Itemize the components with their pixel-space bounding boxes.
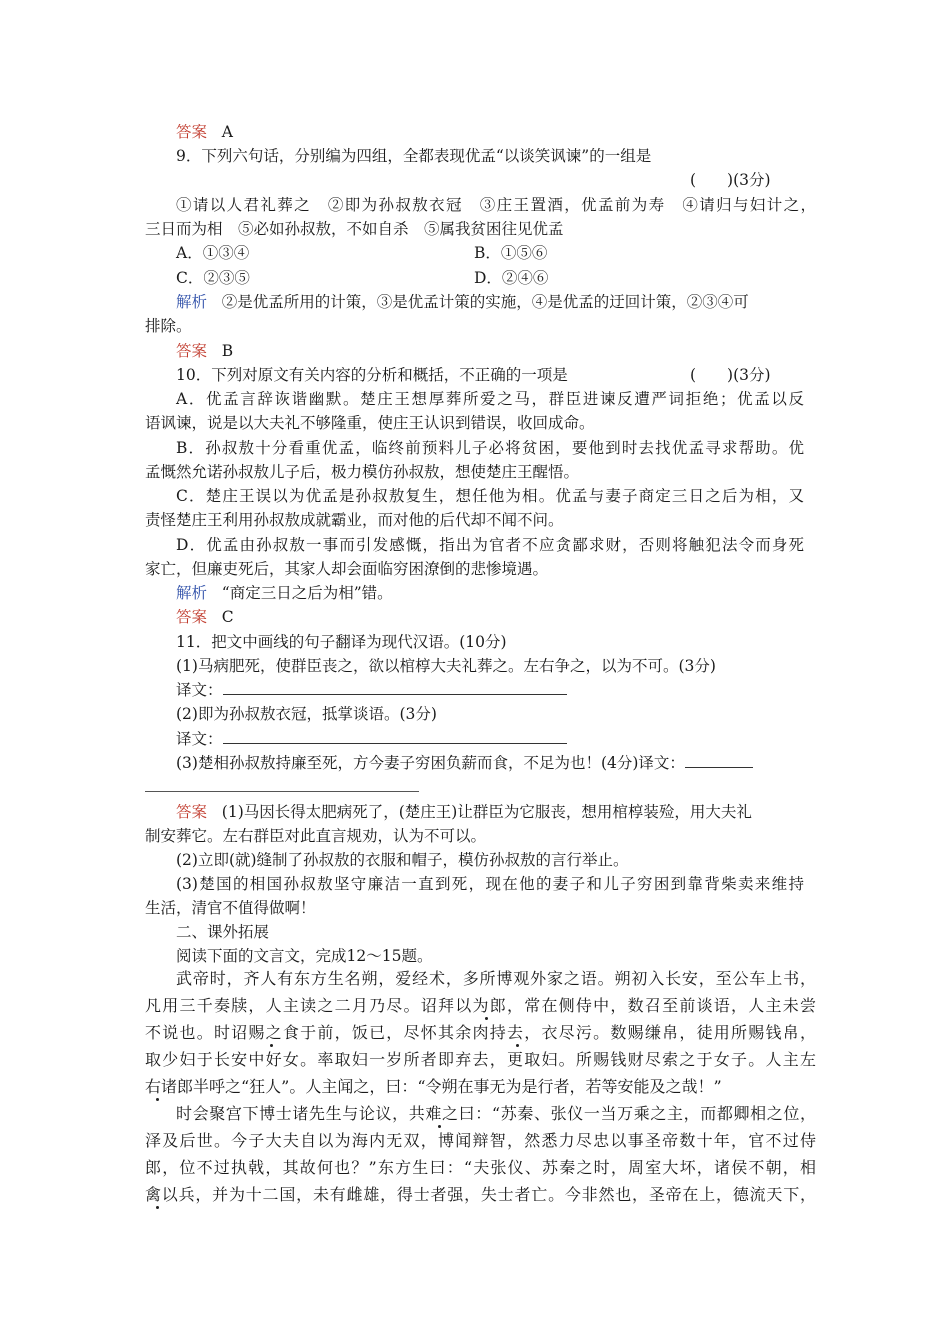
q11-answer-3-line1: (3)楚国的相国孙叔敖坚守廉洁一直到死，现在他的妻子和儿子穷困到靠背柴卖来维持 — [176, 875, 804, 893]
q10-analysis — [176, 583, 393, 603]
translation-label: 译文： — [176, 681, 223, 699]
emphasis-dot — [270, 1044, 273, 1047]
answer-1-line1: (1)马因长得太肥病死了，(楚庄王)让群臣为它服丧，想用棺椁装殓，用大夫礼 — [221, 803, 752, 821]
answer-label: 答案 — [176, 123, 208, 141]
q11-translation-1 — [176, 680, 567, 700]
q11-answer-3-line2: 生活，清官不值得做啊！ — [145, 899, 316, 917]
analysis-label: 解析 — [176, 293, 208, 311]
answer-label: 答案 — [176, 608, 208, 626]
translation-label: 译文： — [176, 730, 223, 748]
q10-stem: 10．下列对原文有关内容的分析和概括，不正确的一项是 — [176, 366, 568, 384]
passage-p1-line1: 武帝时，齐人有东方生名朔，爱经术，多所博观外家之语。朔初入长安，至公车上书， — [176, 969, 816, 988]
passage-p2-line1: 时会聚宫下博士诸先生与论议，共难之曰：“苏秦、张仪一当万乘之主，而都卿相之位， — [176, 1104, 816, 1123]
passage-p1-line3: 不说也。时诏赐之食于前，饭已，尽怀其余肉持去，衣尽污。数赐缣帛，徒用所赐钱帛， — [145, 1023, 816, 1042]
q11-translation-2 — [176, 729, 567, 749]
emphasis-dot — [485, 1017, 488, 1020]
q9-analysis — [176, 292, 749, 312]
translation-3-blank-cont[interactable] — [145, 791, 419, 792]
answer-label: 答案 — [176, 803, 208, 821]
answer-value: C — [221, 608, 234, 626]
passage-p2-line4: 禽以兵，并为十二国，未有雌雄，得士者强，失士者亡。今非然也，圣帝在上，德流天下， — [145, 1185, 816, 1204]
q10-option-d-line1: D．优孟由孙叔敖一事而引发感慨，指出为官者不应贪鄙求财，否则将触犯法令而身死 — [176, 536, 804, 554]
q10-option-c-line1: C．楚庄王误以为优孟是孙叔敖复生，想任他为相。优孟与妻子商定三日之后为相，又 — [176, 487, 804, 505]
q9-option-b: B．①⑤⑥ — [474, 244, 548, 262]
q9-items-line1: ①请以人君礼葬之 ②即为孙叔敖衣冠 ③庄王置酒，优孟前为寿 ④请归与妇计之， — [176, 196, 816, 214]
emphasis-dot — [438, 1125, 441, 1128]
passage-p1-line2: 凡用三千奏牍，人主读之二月乃尽。诏拜以为郎，常在侧侍中，数召至前谈语，人主未尝 — [145, 996, 816, 1015]
analysis-text: ②是优孟所用的计策，③是优孟计策的实施，④是优孟的迂回计策，②③④可 — [221, 293, 749, 311]
passage-p1-line4: 取少妇于长安中好女。率取妇一岁所者即弃去，更取妇。所赐钱财尽索之于女子。人主左 — [145, 1050, 816, 1069]
translation-1-blank[interactable] — [223, 680, 567, 695]
q11-answer-2: (2)立即(就)缝制了孙叔敖的衣服和帽子，模仿孙叔敖的言行举止。 — [176, 851, 629, 869]
q9-option-d: D．②④⑥ — [474, 269, 549, 287]
q9-items-line2: 三日而为相 ⑤必如孙叔敖，不如自杀 ⑤属我贫困往见优孟 — [145, 220, 564, 238]
q11-sentence-2: (2)即为孙叔敖衣冠，抵掌谈语。(3分) — [176, 705, 437, 723]
q10-option-a-line1: A．优孟言辞诙谐幽默。楚庄王想厚葬所爱之马，群臣进谏反遭严词拒绝；优孟以反 — [176, 390, 804, 408]
translation-2-blank[interactable] — [223, 729, 567, 744]
passage-p2-line2: 泽及后世。今子大夫自以为海内无双，博闻辩智，然悉力尽忠以事圣帝数十年，官不过侍 — [145, 1131, 816, 1150]
answer-value: B — [221, 342, 234, 360]
emphasis-dot — [516, 1044, 519, 1047]
q9-stem: 9．下列六句话，分别编为四组，全都表现优孟“以谈笑讽谏”的一组是 — [176, 147, 652, 165]
answer-value: A — [221, 123, 233, 141]
q11-sentence-3 — [176, 753, 753, 773]
q9-option-a: A．①③④ — [176, 244, 250, 262]
q11-sentence-1: (1)马病肥死，使群臣丧之，欲以棺椁大夫礼葬之。左右争之，以为不可。(3分) — [176, 657, 716, 675]
q9-analysis-line2: 排除。 — [145, 317, 192, 335]
answer-label: 答案 — [176, 342, 208, 360]
q10-option-c-line2: 责怪楚庄王利用孙叔敖成就霸业，而对他的后代却不闻不问。 — [145, 511, 564, 529]
translation-3-blank[interactable] — [685, 753, 753, 768]
q10-score: ( )(3分) — [690, 366, 771, 384]
sentence-3-text: (3)楚相孙叔敖持廉至死，方今妻子穷困负薪而食，不足为也！(4分)译文： — [176, 754, 685, 772]
section-intro: 阅读下面的文言文，完成12～15题。 — [176, 947, 433, 965]
q11-answer-1-line2: 制安葬它。左右群臣对此直言规劝，认为不可以。 — [145, 827, 487, 845]
q8-answer — [176, 122, 233, 142]
passage-p2-line3: 郎，位不过执戟，其故何也？”东方生曰：“夫张仪、苏秦之时，周室大坏，诸侯不朝，相 — [145, 1158, 816, 1177]
q9-score: ( )(3分) — [690, 171, 771, 189]
section-title: 二、课外拓展 — [176, 923, 270, 941]
emphasis-dot — [156, 1098, 159, 1101]
q9-option-c: C．②③⑤ — [176, 269, 250, 287]
q11-stem: 11．把文中画线的句子翻译为现代汉语。(10分) — [176, 633, 507, 651]
q9-answer — [176, 341, 233, 361]
passage-p1-line5: 右诸郎半呼之“狂人”。人主闻之，曰：“令朔在事无为是行者，若等安能及之哉！” — [145, 1077, 722, 1096]
q11-answer — [176, 802, 752, 822]
q10-option-b-line2: 孟慨然允诺孙叔敖儿子后，极力模仿孙叔敖，想使楚庄王醒悟。 — [145, 463, 580, 481]
q10-answer — [176, 607, 234, 627]
q10-option-b-line1: B．孙叔敖十分看重优孟，临终前预料儿子必将贫困，要他到时去找优孟寻求帮助。优 — [176, 439, 804, 457]
emphasis-dot — [156, 1206, 159, 1209]
analysis-label: 解析 — [176, 584, 208, 602]
q10-option-d-line2: 家亡，但廉吏死后，其家人却会面临穷困潦倒的悲惨境遇。 — [145, 560, 549, 578]
q10-option-a-line2: 语讽谏，说是以大夫礼不够隆重，使庄王认识到错误，收回成命。 — [145, 414, 595, 432]
analysis-text: “商定三日之后为相”错。 — [221, 584, 393, 602]
